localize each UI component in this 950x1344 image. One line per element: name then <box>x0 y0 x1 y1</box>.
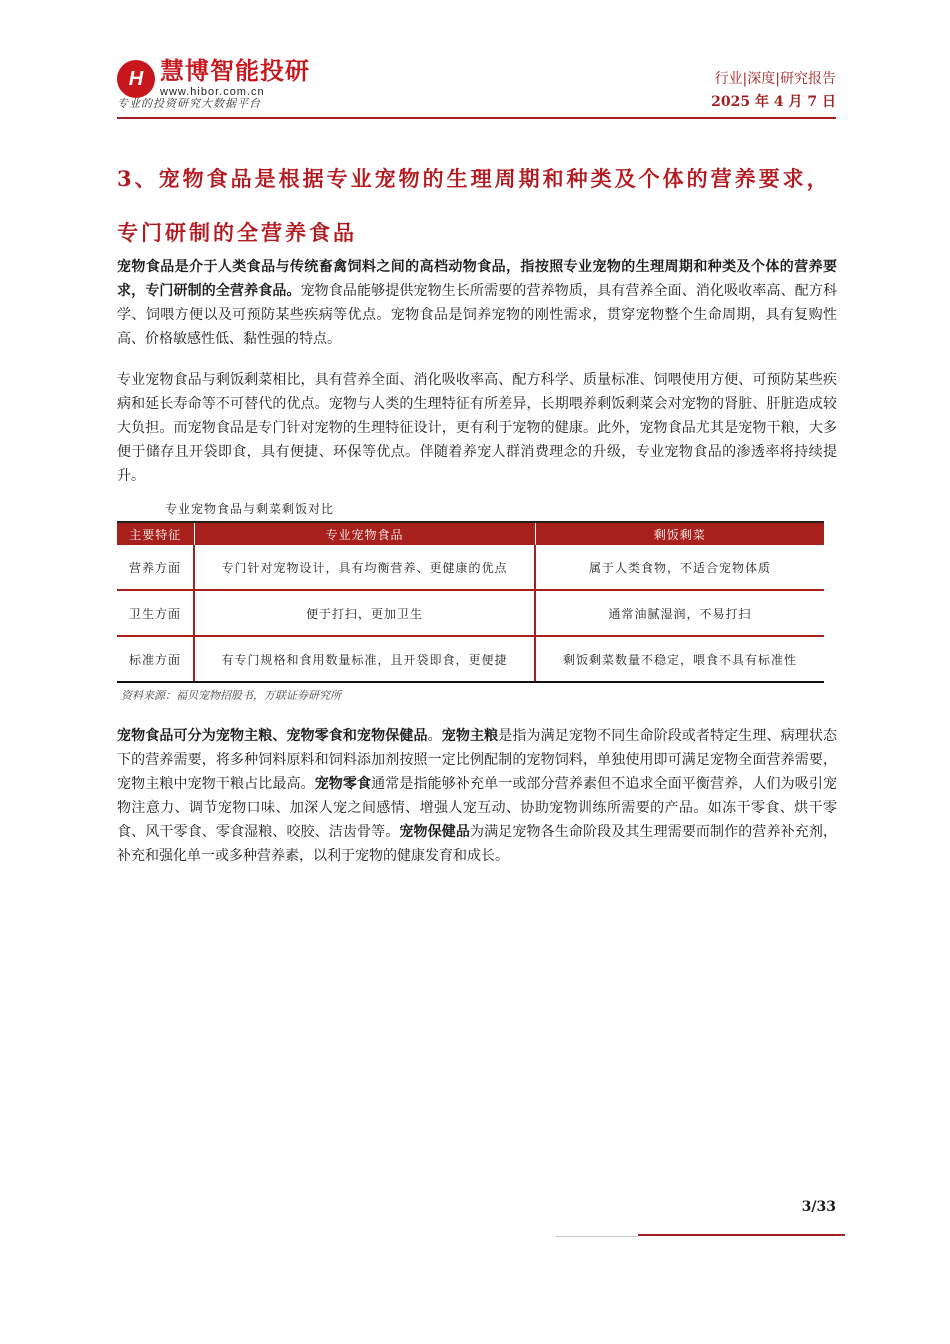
categories-bold-2: 宠物主粮 <box>441 728 499 744</box>
logo-name: 慧博智能投研 <box>160 58 310 85</box>
footer-rule-accent <box>638 1234 845 1236</box>
table-header-cell: 剩饭剩菜 <box>535 523 824 545</box>
table-source: 资料来源：福贝宠物招股书，万联证券研究所 <box>121 689 341 702</box>
categories-text-2: 是指为满足宠物不同生命阶段或者特定生理、病理状态下的营养需要，将多种饲料原料和饲料添加剂按照一定比例配制的宠物饲料，单独使用即可满足宠物全面营养需要，宠物主粮中宠物干粮占比最高。 <box>117 728 838 792</box>
categories-text-3: 通常是指能够补充单一或部分营养素但不追求全面平衡营养，人们为吸引宠物注意力、调节宠物口味、加深人宠之间感情、增强人宠互动、协助宠物训练所需要的产品。如冻干零食、烘干零食、风干零食、零食湿粮、咬胶、洁齿骨等。 <box>117 776 838 840</box>
footer-rule-light <box>556 1236 638 1237</box>
paragraph-intro-text: 宠物食品能够提供宠物生长所需要的营养物质，具有营养全面、消化吸收率高、配方科学、饲喂方便以及可预防某些疾病等优点。宠物食品是饲养宠物的刚性需求，贯穿宠物整个生命周期，具有复购性高、价格敏感性低、黏性强的特点。 <box>117 283 838 347</box>
logo-tagline: 专业的投资研究大数据平台 <box>117 97 261 110</box>
table-cell: 通常油腻湿润，不易打扫 <box>535 590 824 636</box>
table-row <box>117 590 824 636</box>
report-category: 行业|深度|研究报告 <box>714 71 836 87</box>
table-cell: 剩饭剩菜数量不稳定，喂食不具有标准性 <box>535 636 824 682</box>
logo-icon: H <box>117 60 155 98</box>
paragraph-comparison: 专业宠物食品与剩饭剩菜相比，具有营养全面、消化吸收率高、配方科学、质量标准、饲喂使用方便、可预防某些疾病和延长寿命等不可替代的优点。宠物与人类的生理特征有所差异，长期喂养剩饭剩菜会对宠物的肾脏、肝脏造成较大负担。而宠物食品是专门针对宠物的生理特征设计，更有利于宠物的健康。此外，宠物食品尤其是宠物干粮，大多便于储存且开袋即食，具有便捷、环保等优点。伴随着养宠人群消费理念的升级，专业宠物食品的渗透率将持续提升。 <box>117 372 837 484</box>
table-cell: 便于打扫，更加卫生 <box>194 590 535 636</box>
comparison-table <box>117 523 824 683</box>
table-header-row <box>117 523 824 545</box>
table-cell: 标准方面 <box>117 636 194 682</box>
categories-bold-4: 宠物保健品 <box>399 824 471 840</box>
categories-text-1: 。 <box>427 728 442 744</box>
page-number: 3/33 <box>801 1199 836 1215</box>
table-cell: 卫生方面 <box>117 590 194 636</box>
table-cell: 属于人类食物，不适合宠物体质 <box>535 545 824 590</box>
paragraph-intro-bold: 宠物食品是介于人类食品与传统畜禽饲料之间的高档动物食品，指按照专业宠物的生理周期和种类及个体的营养要求，专门研制的全营养食品。 <box>117 259 837 299</box>
paragraph-categories <box>117 724 837 868</box>
table-cell: 营养方面 <box>117 545 194 590</box>
table-cell: 有专门规格和食用数量标准，且开袋即食，更便捷 <box>194 636 535 682</box>
categories-bold-1: 宠物食品可分为宠物主粮、宠物零食和宠物保健品 <box>117 728 428 744</box>
logo-url: www.hibor.com.cn <box>160 86 265 98</box>
section-title: 3、宠物食品是根据专业宠物的生理周期和种类及个体的营养要求，专门研制的全营养食品 <box>117 166 831 245</box>
categories-text-4: 为满足宠物各生命阶段及其生理需要而制作的营养补充剂，补充和强化单一或多种营养素，以利于宠物的健康发育和成长。 <box>117 824 838 864</box>
table-cell: 专门针对宠物设计，具有均衡营养、更健康的优点 <box>194 545 535 590</box>
paragraph-intro <box>117 255 837 351</box>
table-header-cell: 主要特征 <box>117 523 194 545</box>
table-row <box>117 545 824 590</box>
table-row <box>117 636 824 682</box>
categories-bold-3: 宠物零食 <box>314 776 372 792</box>
table-caption: 专业宠物食品与剩菜剩饭对比 <box>165 502 335 516</box>
table-header-cell: 专业宠物食品 <box>194 523 535 545</box>
header-divider <box>117 117 836 119</box>
report-date: 2025 年 4 月 7 日 <box>711 94 836 110</box>
